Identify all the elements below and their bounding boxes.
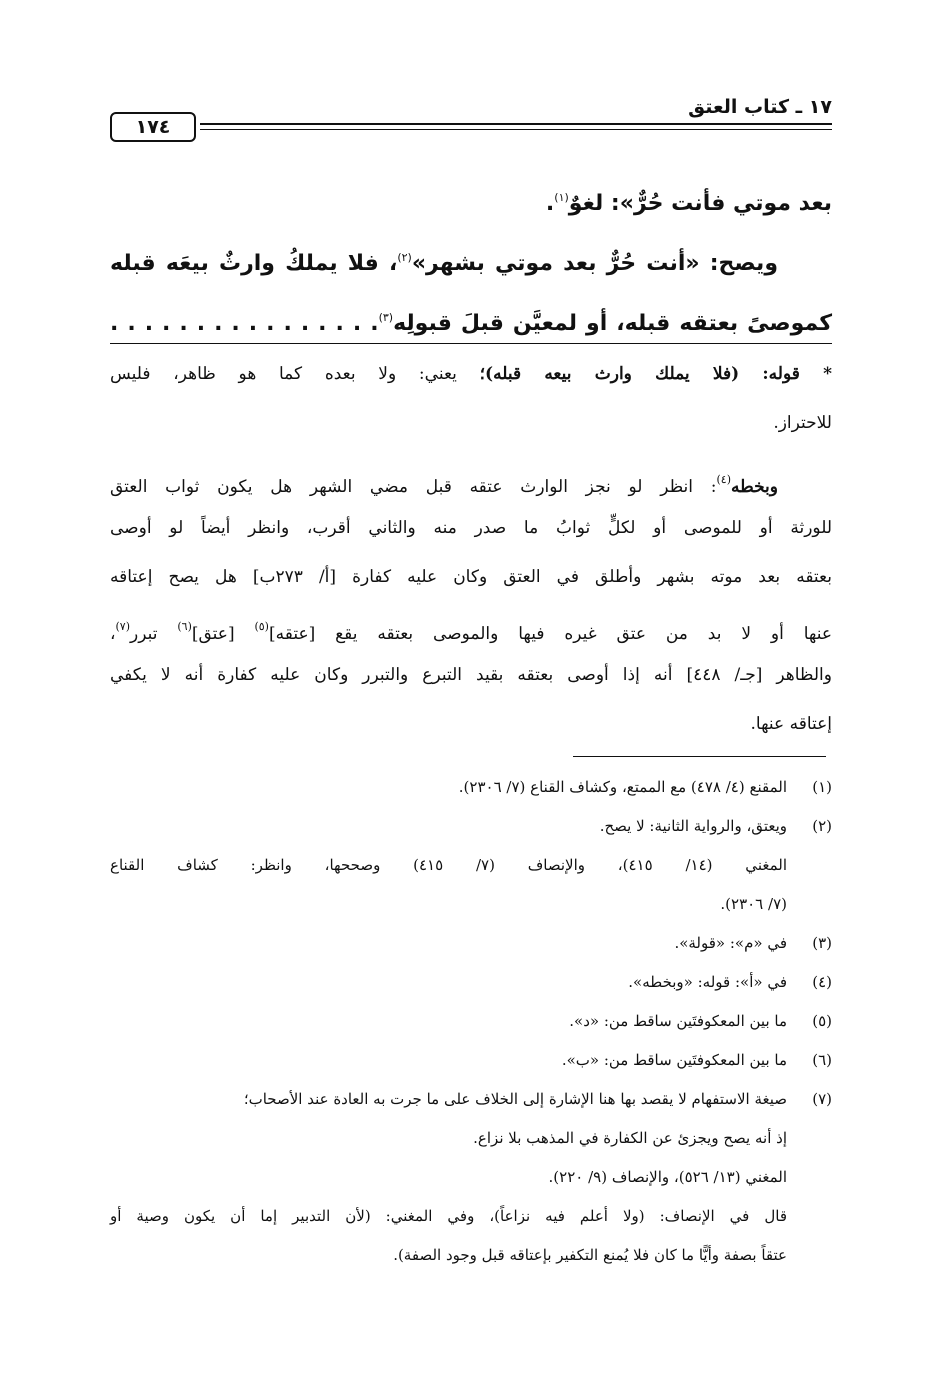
footnote [110,1002,832,1041]
main-text-segment: . [545,191,555,216]
main-text [110,168,832,348]
footnote-text: المغني (١٤/ ٤١٥)، والإنصاف (٧/ ٤١٥) وصححها، وانظر: كشاف القناع [110,856,787,874]
footnote-text: ويعتق، والرواية الثانية: لا يصح. [599,817,787,835]
footnote-text: في «م»: «قولة». [674,934,787,952]
footnote-number: (٢) [812,817,832,835]
main-text-segment: ويصح: «أنت حُرٌّ بعد موتي بشهر» [411,251,778,276]
footnote-number: (١) [812,778,832,796]
section-divider [110,343,832,344]
footnote-ref: (٣) [378,311,394,324]
commentary-lead: وبخطه [731,477,778,497]
main-text-segment: كموصىً بعتقه قبله، أو لمعيَّن قبلَ قبولِه [393,311,832,336]
footnote-ref: (٧) [115,620,131,633]
footnote-ref: (٢) [397,251,412,264]
page-number: ١٧٤ [110,112,196,142]
footnote [110,768,832,807]
commentary-line [110,602,832,651]
footnote [110,807,832,846]
commentary-text: تبرر [130,624,178,644]
commentary-text: يعني: ولا بعده كما هو ظاهر، فليس [110,364,457,384]
commentary-text: : انظر لو نجز الوارث عتقه قبل مضي الشهر هل يكون ثواب العتق [110,477,717,497]
footnote-text: المغني (١٣/ ٥٢٦)، والإنصاف (٩/ ٢٢٠). [548,1168,787,1186]
footnote-text: المقنع (٤/ ٤٧٨) مع الممتع، وكشاف القناع (٧/ ٢٣٠٦). [458,778,787,796]
footnote-number: (٦) [812,1051,832,1069]
footnote-number: (٥) [812,1012,832,1030]
commentary-text: عنها أو لا بد من عتق غيره فيها والموصى بعتقه يقع [عتقه] [268,624,832,644]
footnote-ref: (٤) [716,473,732,486]
footnote-ref: (١) [554,191,569,204]
footnote-text: قال في الإنصاف: (ولا أعلم فيه نزاعاً)، وفي المغني: (لأن التدبير إما أن يكون وصية أو [110,1207,787,1225]
commentary-text: والظاهر [جـ/ ٤٤٨] أنه إذا أوصى بعتقه بقيد التبرع والتبرر وكان عليه كفارة أنه لا يكفي [110,665,832,685]
main-text-segment: ، فلا يملكُ وارثٌ بيعَه قبله [110,251,398,276]
header-rule [200,123,832,130]
commentary-line [110,350,832,399]
footnote-separator [573,756,826,757]
footnote-text: (٧/ ٢٣٠٦). [720,895,787,913]
main-text-line [110,288,832,348]
commentary-lead: * قوله: (فلا يملك وارث بيعه قبله)؛ [479,364,833,384]
running-title: ١٧ ـ كتاب العتق [688,96,832,118]
main-text-segment: بعد موتي فأنت حُرٌّ»: لغوٌ [568,191,832,216]
commentary-text: إعتاقه عنها. [750,714,832,734]
footnote [110,1080,832,1119]
commentary-line [110,553,832,602]
footnote-number: (٤) [812,973,832,991]
footnote-text: ما بين المعكوفتَين ساقط من: «د». [569,1012,787,1030]
page-header [110,92,832,148]
commentary-text: للورثة أو للموصى أو لكلٍّ ثوابُ ما صدر منه والثاني أقرب، وانظر أيضاً لو أوصى [110,518,832,538]
commentary [110,350,832,749]
footnote-text: في «أ»: قوله: «وبخطه». [628,973,787,991]
footnote [110,924,832,963]
commentary-line [110,700,832,749]
commentary-line [110,651,832,700]
footnote-text: صيغة الاستفهام لا يقصد بها هنا الإشارة إلى الخلاف على ما جرت به العادة عند الأصحاب؛ [243,1090,787,1108]
footnote-text: عتقاً بصفة وأيًّا ما كان فلا يُمنع التكفير بإعتاقه قبل وجود الصفة). [393,1246,787,1264]
commentary-line [110,399,832,448]
commentary-text: للاحتراز. [773,413,832,433]
commentary-text: ، [110,624,116,644]
commentary-line [110,455,832,504]
commentary-text: [عتق] [191,624,255,644]
dotted-leader: . . . . . . . . . . . . . . . . [110,311,379,336]
commentary-text: بعتقه بعد موته بشهر وأطلق في العتق وكان عليه كفارة [أ/ ٢٧٣ب] هل يصح إعتاقه [110,567,832,587]
commentary-line [110,504,832,553]
footnotes [110,768,832,1275]
main-text-line [110,168,832,228]
footnote-number: (٧) [812,1090,832,1108]
footnote-number: (٣) [812,934,832,952]
footnote-ref: (٦) [177,620,192,633]
footnote [110,1041,832,1080]
main-text-line [110,228,832,288]
footnote-ref: (٥) [254,620,269,633]
footnote [110,963,832,1002]
footnote-text: ما بين المعكوفتَين ساقط من: «ب». [561,1051,787,1069]
footnote-text: إذ أنه يصح ويجزئ عن الكفارة في المذهب بلا نزاع. [473,1129,787,1147]
